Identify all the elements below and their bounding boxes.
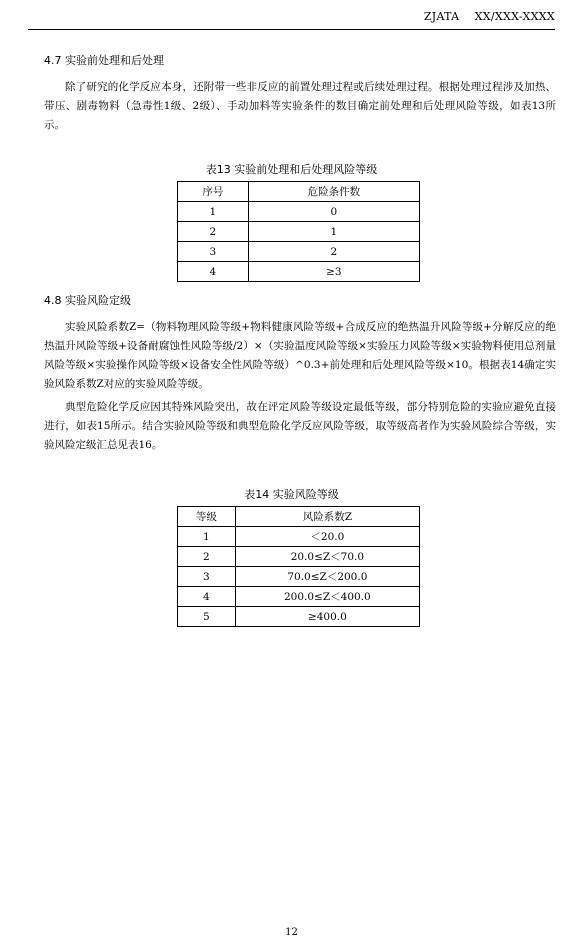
document-header: ZJATA XX/XXX-XXXX [423, 10, 555, 23]
table-13-header-cell: 危险条件数 [248, 182, 419, 202]
table-cell: 3 [178, 567, 236, 587]
table-row [178, 262, 420, 282]
table-cell: 4 [178, 262, 249, 282]
table-cell: ＜20.0 [235, 527, 419, 547]
table-13 [177, 181, 420, 282]
table-row [178, 547, 420, 567]
table-cell: 2 [248, 242, 419, 262]
table-14-header-cell: 等级 [178, 507, 236, 527]
table-cell: 200.0≤Z＜400.0 [235, 587, 419, 607]
table-14-header-row [178, 507, 420, 527]
table-row [178, 242, 420, 262]
table-cell: ≥3 [248, 262, 419, 282]
table-cell: 2 [178, 547, 236, 567]
table-row [178, 202, 420, 222]
table-13-caption: 表13 实验前处理和后处理风险等级 [205, 163, 378, 176]
table-cell: 0 [248, 202, 419, 222]
section-4-7-heading: 4.7 实验前处理和后处理 [44, 54, 164, 67]
table-cell: 20.0≤Z＜70.0 [235, 547, 419, 567]
table-13-header-row [178, 182, 420, 202]
table-cell: 70.0≤Z＜200.0 [235, 567, 419, 587]
section-4-7-paragraph: 除了研究的化学反应本身，还附带一些非反应的前置处理过程或后续处理过程。根据处理过程涉及加热、带压、剧毒物料（急毒性1级、2级）、手动加料等实验条件的数目确定前处理和后处理风险等级，如表13所示。 [44, 81, 556, 131]
table-13-header-cell: 序号 [178, 182, 249, 202]
table-cell: 5 [178, 607, 236, 627]
table-row [178, 222, 420, 242]
table-row [178, 527, 420, 547]
header-rule [28, 29, 555, 30]
page-number: 12 [285, 927, 298, 938]
table-row [178, 567, 420, 587]
table-row [178, 607, 420, 627]
section-4-8-paragraph-2: 典型危险化学反应因其特殊风险突出，故在评定风险等级设定最低等级，部分特别危险的实验应避免直接进行，如表15所示。结合实验风险等级和典型危险化学反应风险等级，取等级高者作为实验风险综合等级，实验风险定级汇总见表16。 [44, 401, 556, 451]
table-cell: 2 [178, 222, 249, 242]
section-4-8-heading: 4.8 实验风险定级 [44, 294, 131, 307]
table-cell: 1 [248, 222, 419, 242]
table-14-header-cell: 风险系数Z [235, 507, 419, 527]
section-4-8-paragraph-1: 实验风险系数Z=（物料物理风险等级+物料健康风险等级+合成反应的绝热温升风险等级+分解反应的绝热温升风险等级+设备耐腐蚀性风险等级/2）×（实验温度风险等级×实验压力风险等级×实验物料使用总剂量风险等级×实验操作风险等级×设备安全性风险等级）^0.3+前处理和后处理风险等级×10。根据表14确定实验风险系数Z对应的实验风险等级。 [44, 321, 556, 390]
table-cell: 4 [178, 587, 236, 607]
table-cell: 3 [178, 242, 249, 262]
table-14-caption: 表14 实验风险等级 [244, 488, 339, 501]
table-cell: 1 [178, 527, 236, 547]
table-14 [177, 506, 420, 627]
table-cell: 1 [178, 202, 249, 222]
table-cell: ≥400.0 [235, 607, 419, 627]
table-row [178, 587, 420, 607]
